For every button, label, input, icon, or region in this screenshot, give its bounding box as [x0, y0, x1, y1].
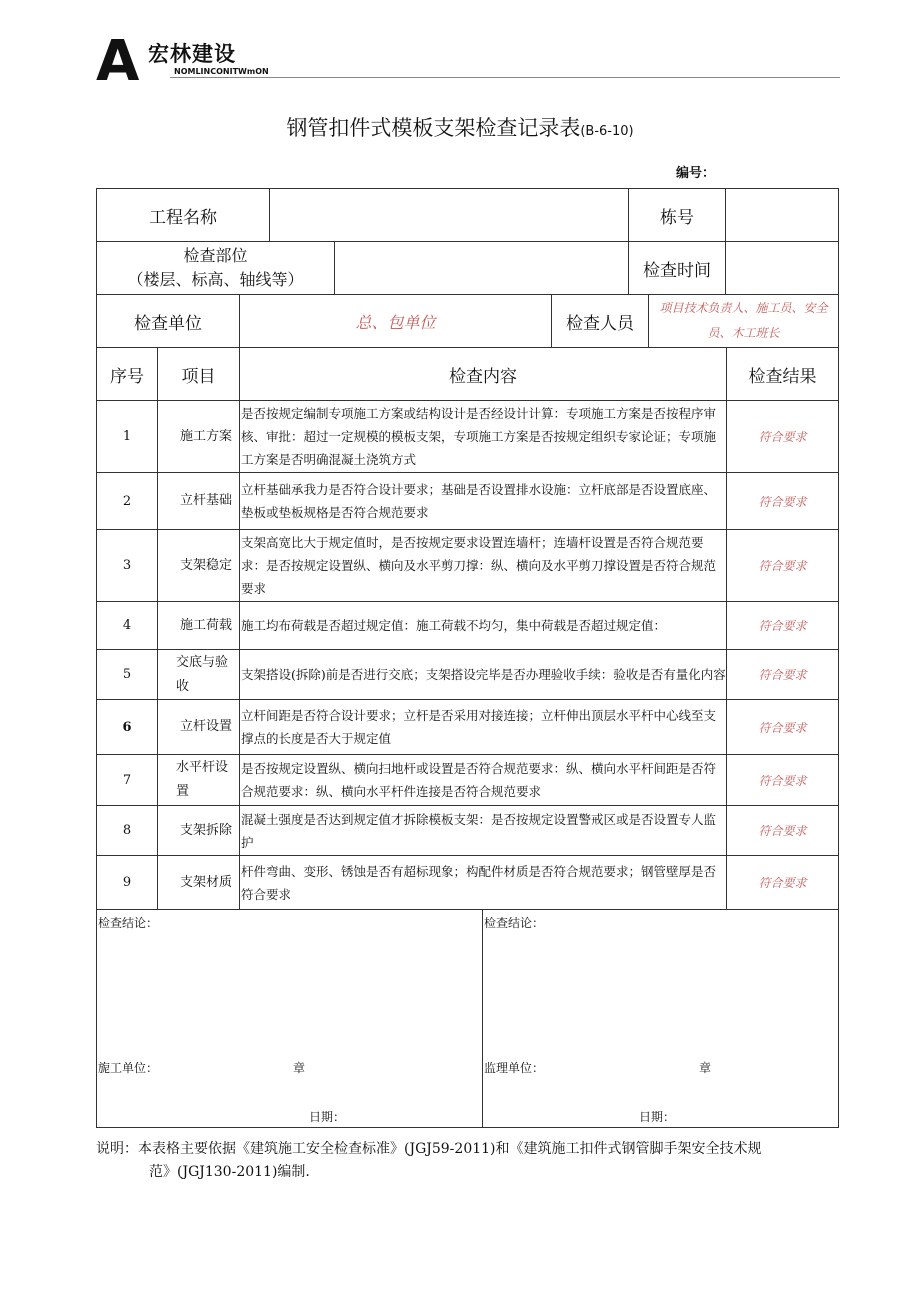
row-no: 2: [97, 473, 158, 530]
row-result[interactable]: 符合要求: [727, 401, 839, 473]
check-part-label: [97, 242, 335, 295]
check-time-field[interactable]: [726, 242, 839, 295]
project-name-field[interactable]: [270, 189, 629, 242]
supervisor-conclusion-label: 检查结论：: [484, 916, 545, 930]
table-row: [97, 856, 839, 910]
table-row: [97, 401, 839, 473]
row-content: 是否按规定设置纵、横向扫地杆或设置是否符合规范要求：纵、横向水平杆间距是否符合规范要求：纵、横向水平杆件连接是否符合规范要求: [240, 755, 727, 806]
table-row: [97, 755, 839, 806]
row-no: 5: [97, 650, 158, 700]
row-result[interactable]: 符合要求: [727, 473, 839, 530]
table-row: [97, 806, 839, 856]
row-no: 7: [97, 755, 158, 806]
table-row: [97, 530, 839, 602]
row-result[interactable]: 符合要求: [727, 530, 839, 602]
row-content: 立杆间距是否符合设计要求；立杆是否采用对接连接；立杆伸出顶层水平杆中心线至支撑点的长度是否大于规定值: [240, 700, 727, 755]
row-item: 立杆设置: [158, 700, 240, 755]
info-table-3: [96, 294, 839, 348]
building-no-field[interactable]: [726, 189, 839, 242]
row-no: 8: [97, 806, 158, 856]
row-item: 水平杆设置: [158, 755, 240, 806]
title-code: (B-6-10): [580, 124, 634, 139]
footnote-line-2: 范》(JGJ130-2011)编制.: [149, 1164, 310, 1180]
row-content: 杆件弯曲、变形、锈蚀是否有超标现象；构配件材质是否符合规范要求；钢管壁厚是否符合要求: [240, 856, 727, 910]
row-content: 施工均布荷载是否超过规定值：施工荷载不均匀，集中荷载是否超过规定值：: [240, 602, 727, 650]
supervisor-conclusion-cell[interactable]: [483, 910, 839, 1128]
row-result[interactable]: 符合要求: [727, 755, 839, 806]
row-result[interactable]: 符合要求: [727, 650, 839, 700]
supervisor-date-label: 日期：: [639, 1110, 676, 1124]
row-no: 3: [97, 530, 158, 602]
header-result: 检查结果: [727, 348, 839, 401]
row-content: 混凝土强度是否达到规定值才拆除模板支架：是否按规定设置警戒区或是否设置专人监护: [240, 806, 727, 856]
row-content: 支架搭设(拆除)前是否进行交底；支架搭设完毕是否办理验收手续：验收是否有量化内容: [240, 650, 727, 700]
row-no: 9: [97, 856, 158, 910]
page-title: [0, 112, 920, 142]
contractor-seal-label: 章: [293, 1061, 306, 1075]
header-content: 检查内容: [240, 348, 727, 401]
header-divider: [170, 77, 840, 78]
serial-number-label: 编号：: [676, 166, 716, 181]
checklist-table: [96, 347, 839, 910]
table-row: [97, 602, 839, 650]
supervisor-unit-label: 监理单位：: [484, 1061, 545, 1075]
header-no: 序号: [97, 348, 158, 401]
row-item: 立杆基础: [158, 473, 240, 530]
contractor-conclusion-cell[interactable]: [97, 910, 483, 1128]
check-part-field[interactable]: [335, 242, 629, 295]
company-logo-letter: A: [96, 29, 140, 94]
table-row: [97, 650, 839, 700]
row-content: 立杆基础承我力是否符合设计要求；基础是否设置排水设施：立杆底部是否设置底座、垫板或垫板规格是否符合规范要求: [240, 473, 727, 530]
row-result[interactable]: 符合要求: [727, 602, 839, 650]
row-result[interactable]: 符合要求: [727, 856, 839, 910]
row-result[interactable]: 符合要求: [727, 806, 839, 856]
inspector-value[interactable]: 项目技术负责人、施工员、安全员、木工班长: [649, 295, 839, 348]
row-item: 施工荷载: [158, 602, 240, 650]
row-item: 施工方案: [158, 401, 240, 473]
company-name-en: NOMLINCONITWmON: [174, 67, 269, 76]
check-unit-value[interactable]: 总、包单位: [240, 295, 552, 348]
inspector-label: 检查人员: [552, 295, 649, 348]
building-no-label: 栋号: [629, 189, 726, 242]
table-row: [97, 700, 839, 755]
contractor-date-label: 日期：: [309, 1110, 346, 1124]
row-item: 支架拆除: [158, 806, 240, 856]
header-item: 项目: [158, 348, 240, 401]
company-name-cn: 宏林建设: [148, 42, 236, 66]
title-main: 钢管扣件式模板支架检查记录表: [286, 116, 581, 140]
contractor-conclusion-label: 检查结论：: [98, 916, 159, 930]
check-part-label-line1: 检查部位: [183, 246, 248, 265]
table-row: [97, 473, 839, 530]
contractor-unit-label: 旎工单位：: [98, 1061, 159, 1075]
info-table: [96, 188, 839, 242]
project-name-label: 工程名称: [97, 189, 270, 242]
conclusion-table: [96, 909, 839, 1128]
info-table-2: [96, 241, 839, 295]
row-no: 1: [97, 401, 158, 473]
inspection-form: [96, 188, 838, 1128]
row-no: 4: [97, 602, 158, 650]
row-item: 交底与验收: [158, 650, 240, 700]
row-item: 支架稳定: [158, 530, 240, 602]
check-unit-label: 检查单位: [97, 295, 240, 348]
row-content: 是否按规定编制专项施工方案或结构设计是否经设计计算：专项施工方案是否按程序审核、审批：超过一定规模的模板支架，专项施工方案是否按规定组织专家论证；专项施工方案是否明确混凝土浇筑方式: [240, 401, 727, 473]
check-part-label-line2: （楼层、标高、轴线等）: [127, 270, 304, 289]
footnote: [96, 1138, 838, 1184]
footnote-line-1: 说明：本表格主要依据《建筑施工安全检查标准》(JGJ59-2011)和《建筑施工扣件式钢管脚手架安全技术规: [96, 1141, 762, 1157]
row-item: 支架材质: [158, 856, 240, 910]
row-content: 支架高宽比大于规定值时，是否按规定要求设置连墙杆；连墙杆设置是否符合规范要求：是否按规定设置纵、横向及水平剪刀撑：纵、横向及水平剪刀撑设置是否符合规范要求: [240, 530, 727, 602]
supervisor-seal-label: 章: [699, 1061, 712, 1075]
row-no: 6: [97, 700, 158, 755]
row-result[interactable]: 符合要求: [727, 700, 839, 755]
check-time-label: 检查时间: [629, 242, 726, 295]
